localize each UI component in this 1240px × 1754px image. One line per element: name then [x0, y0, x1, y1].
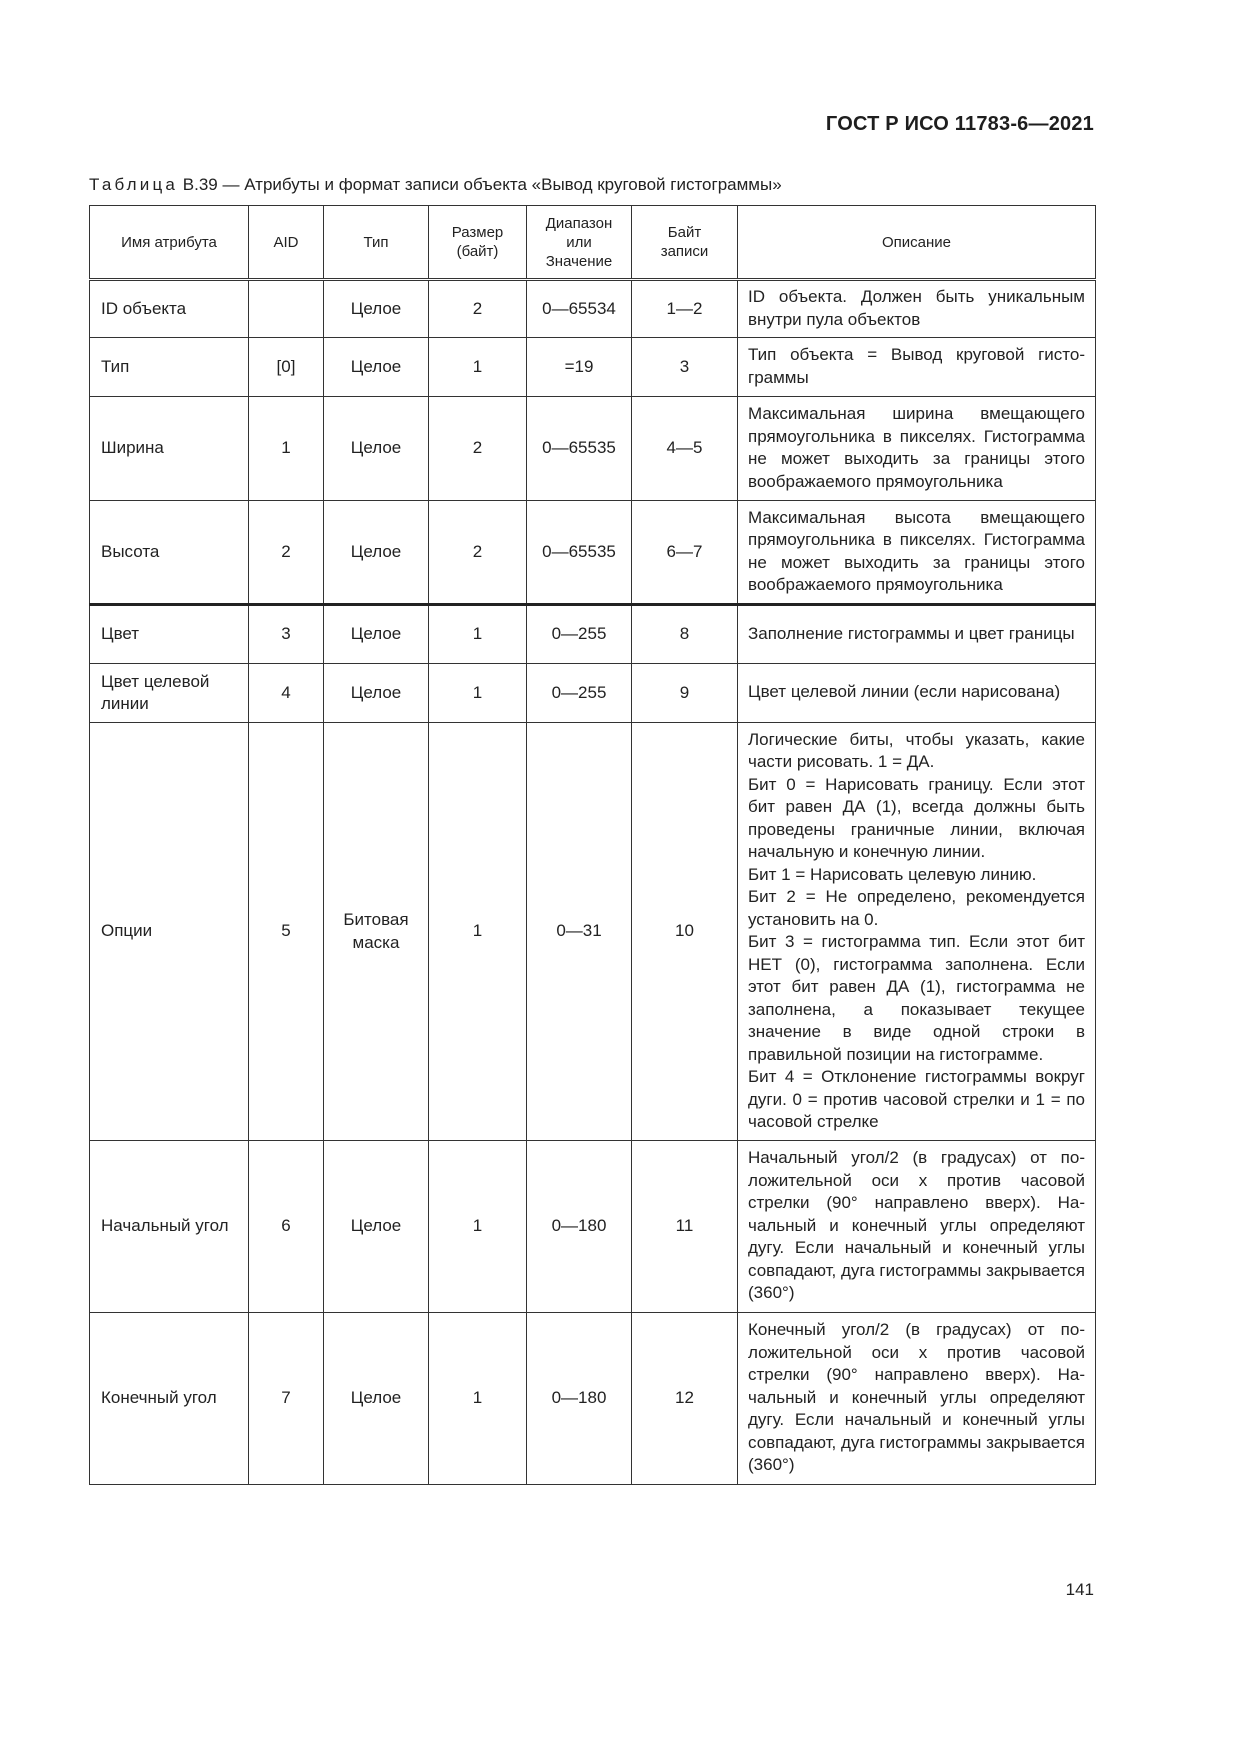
- cell-type: Целое: [324, 501, 429, 605]
- caption-label: Таблица: [89, 175, 179, 194]
- cell-record-bytes: 10: [632, 723, 738, 1141]
- cell-type: Целое: [324, 1313, 429, 1485]
- caption-text: В.39 — Атрибуты и формат записи объекта «Вывод круговой гистограммы»: [178, 175, 782, 194]
- cell-size: 2: [429, 397, 527, 501]
- cell-aid: 5: [249, 723, 324, 1141]
- cell-attribute-name: Цвет целевой линии: [90, 664, 249, 723]
- cell-size: 1: [429, 664, 527, 723]
- column-header-range-line3: Значение: [545, 252, 613, 270]
- table-row: [90, 280, 1096, 338]
- column-header-range-line1: Диапазон: [545, 214, 613, 232]
- table-row: [90, 723, 1096, 1141]
- cell-type: Битовая маска: [324, 723, 429, 1141]
- table-caption: [89, 175, 782, 195]
- cell-aid: 7: [249, 1313, 324, 1485]
- cell-attribute-name: Ширина: [90, 397, 249, 501]
- cell-size: 1: [429, 605, 527, 664]
- description-line: Бит 4 = Отклонение гистограммы вокруг дуги. 0 = против часовой стрелки и 1 = по часовой стрелке: [748, 1067, 1085, 1131]
- cell-description: Максимальная высота вмещающего прямоугольника в пикселях. Гистограмма не может выходить за границы этого воображаемого прямоугольника: [738, 501, 1096, 605]
- cell-description: Начальный угол/2 (в градусах) от положительной оси x против часовой стрелки (90° направлено вверх). Начальный и конечный углы определяют дугу. Если начальный и конечный углы совпадают, дуга гистограммы закрывается (360°): [738, 1141, 1096, 1313]
- cell-type: Целое: [324, 397, 429, 501]
- cell-attribute-name: Опции: [90, 723, 249, 1141]
- description-line: Бит 3 = гистограмма тип. Если этот бит НЕТ (0), гистограмма заполнена. Если этот бит равен ДА (1), гистограмма не заполнена, а показывает текущее значение в виде одной строки в правильной позиции на гистограмме.: [748, 932, 1085, 1064]
- cell-type: Целое: [324, 280, 429, 338]
- cell-attribute-name: Конечный угол: [90, 1313, 249, 1485]
- column-header-name: Имя атрибута: [90, 206, 249, 280]
- cell-description: Тип объекта = Вывод круговой гистограммы: [738, 338, 1096, 397]
- column-header-type: Тип: [324, 206, 429, 280]
- cell-aid: 1: [249, 397, 324, 501]
- table-row: [90, 664, 1096, 723]
- cell-aid: 4: [249, 664, 324, 723]
- cell-record-bytes: 6—7: [632, 501, 738, 605]
- column-header-byte-line1: Байт: [667, 224, 702, 241]
- cell-description: Максимальная ширина вмещающего прямоугольника в пикселях. Гистограмма не может выходить за границы этого воображаемого прямоугольника: [738, 397, 1096, 501]
- column-header-range-line2: или: [566, 233, 592, 251]
- cell-description: [738, 723, 1096, 1141]
- cell-type: Целое: [324, 1141, 429, 1313]
- column-header-range: [527, 206, 632, 280]
- cell-range: 0—180: [527, 1141, 632, 1313]
- table-row: [90, 1141, 1096, 1313]
- table-row: [90, 501, 1096, 605]
- table-row: [90, 1313, 1096, 1485]
- document-code: ГОСТ Р ИСО 11783-6—2021: [825, 113, 1094, 135]
- attribute-table: [89, 205, 1096, 1485]
- cell-record-bytes: 11: [632, 1141, 738, 1313]
- cell-type: Целое: [324, 664, 429, 723]
- column-header-aid: AID: [249, 206, 324, 280]
- description-line: Логические биты, чтобы указать, какие части рисовать. 1 = ДА.: [748, 729, 1085, 771]
- description-line: Бит 0 = Нарисовать границу. Если этот бит равен ДА (1), всегда должны быть проведены граничные линии, включая начальную и конечную линии.: [748, 774, 1085, 861]
- table-row: [90, 397, 1096, 501]
- description-line: Бит 2 = Не определено, рекомендуется установить на 0.: [748, 887, 1085, 929]
- column-header-byte-line2: записи: [660, 243, 709, 260]
- cell-description: ID объекта. Должен быть уникальным внутри пула объектов: [738, 280, 1096, 338]
- cell-attribute-name: ID объекта: [90, 280, 249, 338]
- table-row: [90, 605, 1096, 664]
- cell-size: 2: [429, 280, 527, 338]
- cell-aid: 2: [249, 501, 324, 605]
- cell-record-bytes: 12: [632, 1313, 738, 1485]
- cell-aid: [0]: [249, 338, 324, 397]
- cell-range: 0—255: [527, 605, 632, 664]
- cell-aid: 3: [249, 605, 324, 664]
- cell-record-bytes: 9: [632, 664, 738, 723]
- table-row: [90, 338, 1096, 397]
- cell-record-bytes: 8: [632, 605, 738, 664]
- cell-size: 2: [429, 501, 527, 605]
- cell-attribute-name: Высота: [90, 501, 249, 605]
- cell-record-bytes: 1—2: [632, 280, 738, 338]
- table-header-row: [90, 206, 1096, 280]
- page-number: 141: [1065, 1580, 1094, 1599]
- cell-size: 1: [429, 1141, 527, 1313]
- description-line: Бит 1 = Нарисовать целевую линию.: [748, 864, 1037, 884]
- cell-range: 0—180: [527, 1313, 632, 1485]
- cell-size: 1: [429, 338, 527, 397]
- cell-description: Конечный угол/2 (в градусах) от положительной оси x против часовой стрелки (90° направлено вверх). Начальный и конечный углы определяют дугу. Если начальный и конечный углы совпадают, дуга гистограммы закрывается (360°): [738, 1313, 1096, 1485]
- column-header-description: Описание: [738, 206, 1096, 280]
- cell-range: 0—65534: [527, 280, 632, 338]
- cell-description: Заполнение гистограммы и цвет границы: [738, 605, 1096, 664]
- cell-type: Целое: [324, 605, 429, 664]
- cell-range: =19: [527, 338, 632, 397]
- cell-description: Цвет целевой линии (если нарисована): [738, 664, 1096, 723]
- cell-record-bytes: 4—5: [632, 397, 738, 501]
- cell-aid: 6: [249, 1141, 324, 1313]
- cell-range: 0—31: [527, 723, 632, 1141]
- cell-attribute-name: Начальный угол: [90, 1141, 249, 1313]
- cell-aid: [249, 280, 324, 338]
- cell-attribute-name: Цвет: [90, 605, 249, 664]
- column-header-record-byte: [632, 206, 738, 280]
- column-header-size-line2: (байт): [456, 243, 499, 260]
- cell-size: 1: [429, 723, 527, 1141]
- cell-attribute-name: Тип: [90, 338, 249, 397]
- cell-type: Целое: [324, 338, 429, 397]
- column-header-size: [429, 206, 527, 280]
- cell-size: 1: [429, 1313, 527, 1485]
- column-header-size-line1: Размер: [451, 224, 504, 241]
- cell-range: 0—65535: [527, 397, 632, 501]
- cell-range: 0—65535: [527, 501, 632, 605]
- cell-range: 0—255: [527, 664, 632, 723]
- cell-record-bytes: 3: [632, 338, 738, 397]
